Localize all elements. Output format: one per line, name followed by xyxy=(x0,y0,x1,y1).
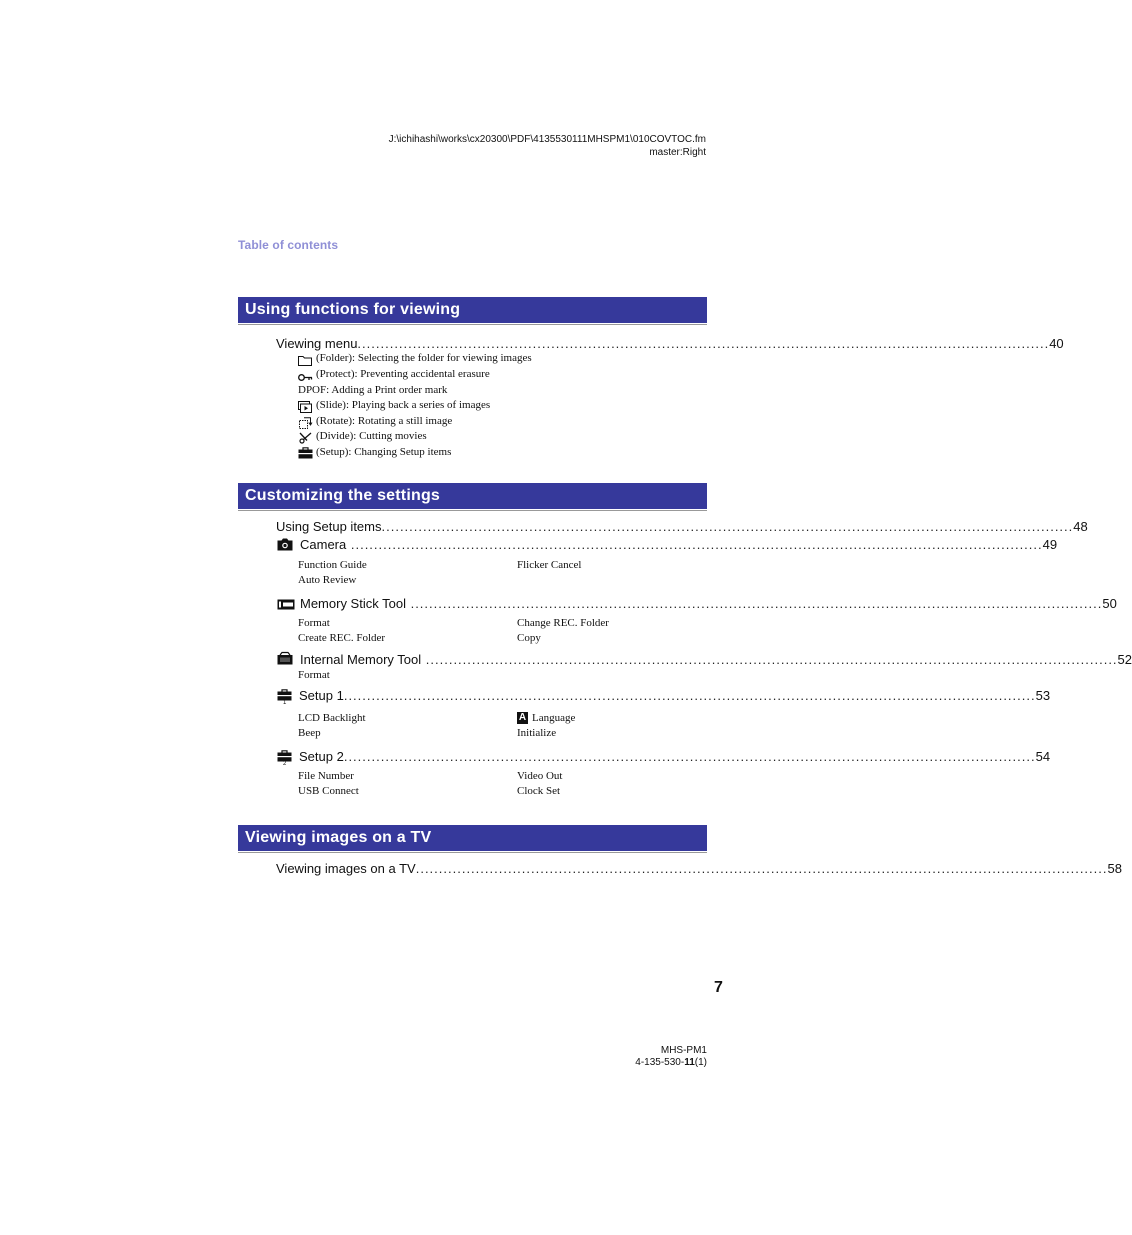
leader-dots: ...................................................................................................................................................... xyxy=(381,519,1074,534)
toc-entry-camera[interactable] xyxy=(300,536,1058,552)
entry-label: Setup 1 xyxy=(299,688,344,703)
setting-item: Flicker Cancel xyxy=(517,559,582,571)
leader-dots: ...................................................................................................................................................... xyxy=(343,749,1036,764)
camera-icon xyxy=(277,538,293,556)
toc-entry-memory-stick-tool[interactable] xyxy=(300,595,1117,611)
section-header-tv: Viewing images on a TV xyxy=(238,825,707,851)
entry-page: 49 xyxy=(1042,537,1058,552)
setting-item: Copy xyxy=(517,632,541,644)
entry-page: 53 xyxy=(1035,688,1051,703)
entry-label: Setup 2 xyxy=(299,749,344,764)
entry-label: Memory Stick Tool xyxy=(300,596,406,611)
language-icon: A xyxy=(518,712,527,723)
setting-item: Format xyxy=(298,669,330,681)
entry-page: 52 xyxy=(1117,652,1132,667)
toolbox-icon xyxy=(298,446,313,464)
entry-page: 48 xyxy=(1073,519,1088,534)
setting-item: Beep xyxy=(298,727,321,739)
setting-item: Format xyxy=(298,617,330,629)
page-number: 7 xyxy=(714,979,723,996)
setting-item: USB Connect xyxy=(298,785,359,797)
entry-label: Camera xyxy=(300,537,347,552)
setting-item: Video Out xyxy=(517,770,563,782)
toc-entry-setup-1[interactable] xyxy=(299,687,1051,703)
setting-item: Initialize xyxy=(517,727,557,739)
memory-stick-icon xyxy=(277,597,295,615)
leader-dots: ...................................................................................................................................................... xyxy=(421,652,1118,667)
file-path: J:\ichihashi\works\cx20300\PDF\4135530111MHSPM1\010COVTOC.fm xyxy=(388,134,706,145)
setting-item: File Number xyxy=(298,770,354,782)
entry-page: 54 xyxy=(1035,749,1051,764)
leader-dots: ...................................................................................................................................................... xyxy=(343,688,1036,703)
setting-item: LCD Backlight xyxy=(298,712,366,724)
setting-item: Auto Review xyxy=(298,574,357,586)
entry-label: Viewing menu xyxy=(276,336,358,351)
section-rule xyxy=(238,852,707,853)
leader-dots: ...................................................................................................................................................... xyxy=(405,596,1103,611)
setting-item: Function Guide xyxy=(298,559,367,571)
entry-label: Internal Memory Tool xyxy=(300,652,422,667)
leader-dots: ...................................................................................................................................................... xyxy=(415,861,1108,876)
list-item: (Divide): Cutting movies xyxy=(316,430,427,442)
toc-entry-setup-2[interactable] xyxy=(299,748,1051,764)
setup-number-badge: 1 xyxy=(283,700,287,706)
table-of-contents-label: Table of contents xyxy=(238,238,339,252)
section-header-settings: Customizing the settings xyxy=(238,483,707,509)
entry-label: Using Setup items xyxy=(276,519,382,534)
section-rule xyxy=(238,324,707,325)
toc-entry-viewing-images-on-tv[interactable] xyxy=(276,860,1122,876)
setting-item: Clock Set xyxy=(517,785,561,797)
leader-dots: ...................................................................................................................................................... xyxy=(357,336,1050,351)
footer-model-info xyxy=(635,1045,707,1069)
setting-item: Language xyxy=(532,712,576,724)
list-item: (Folder): Selecting the folder for viewing images xyxy=(316,352,532,364)
file-path-header xyxy=(389,134,706,159)
entry-page: 58 xyxy=(1107,861,1122,876)
part-code: 4-135-530-11(1) xyxy=(635,1057,707,1068)
list-item: DPOF: Adding a Print order mark xyxy=(298,384,448,396)
setting-item: Change REC. Folder xyxy=(517,617,609,629)
model-name: MHS-PM1 xyxy=(660,1045,707,1056)
list-item: (Rotate): Rotating a still image xyxy=(316,415,453,427)
list-item: (Setup): Changing Setup items xyxy=(316,446,452,458)
toc-entry-using-setup-items[interactable] xyxy=(276,518,1088,534)
entry-page: 40 xyxy=(1049,336,1064,351)
entry-page: 50 xyxy=(1102,596,1117,611)
leader-dots: ...................................................................................................................................................... xyxy=(346,537,1043,552)
toc-entry-viewing-menu[interactable] xyxy=(276,335,1064,351)
master-page-label: master:Right xyxy=(649,146,706,158)
toc-entry-internal-memory-tool[interactable] xyxy=(300,651,1132,667)
list-item: (Slide): Playing back a series of images xyxy=(316,399,491,411)
list-item: (Protect): Preventing accidental erasure xyxy=(316,368,490,380)
section-header-viewing: Using functions for viewing xyxy=(238,297,707,323)
section-rule xyxy=(238,510,707,511)
internal-memory-icon xyxy=(277,652,293,670)
setting-item: Create REC. Folder xyxy=(298,632,386,644)
setup-number-badge: 2 xyxy=(283,761,287,767)
entry-label: Viewing images on a TV xyxy=(276,861,416,876)
